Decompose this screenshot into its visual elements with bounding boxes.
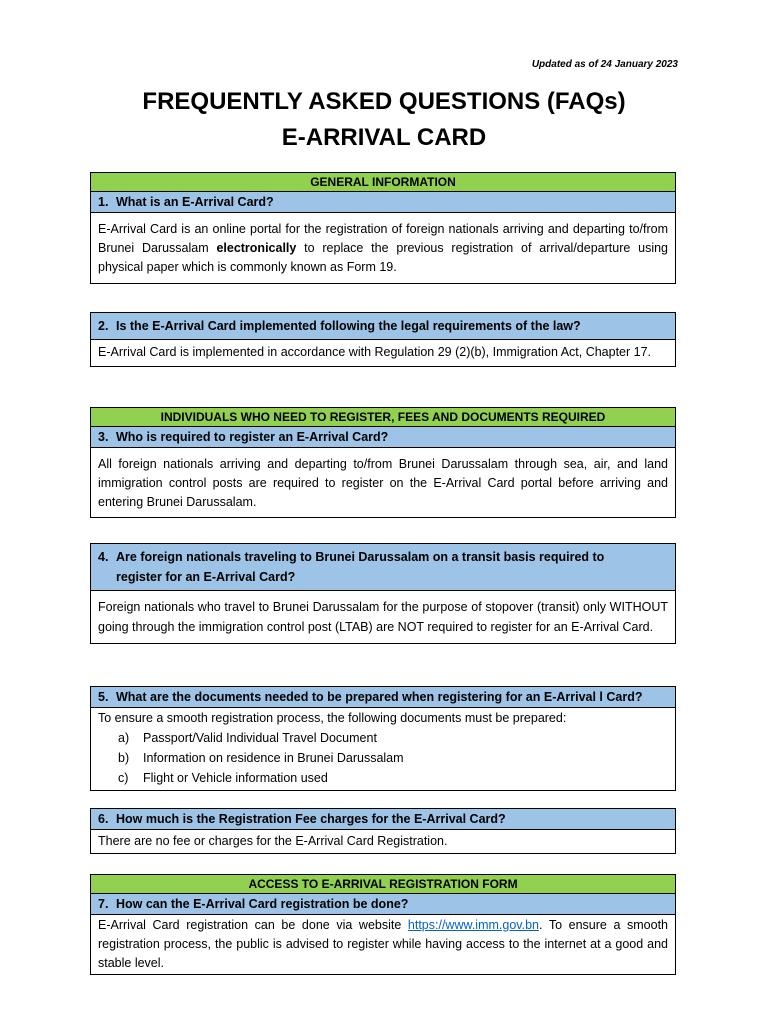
faq-number: 5. [98, 690, 109, 704]
faq-question-text: Are foreign nationals traveling to Brunei Darussalam on a transit basis required to [116, 550, 605, 564]
section-header-access: ACCESS TO E-ARRIVAL REGISTRATION FORM [91, 875, 675, 894]
faq-block-1 [90, 172, 676, 284]
answer-intro: To ensure a smooth registration process, the following documents must be prepared: [98, 711, 567, 725]
faq-answer-7 [91, 915, 675, 974]
faq-block-7 [90, 874, 676, 975]
faq-answer-1 [91, 213, 675, 283]
section-header-individuals: INDIVIDUALS WHO NEED TO REGISTER, FEES AND DOCUMENTS REQUIRED [91, 408, 675, 427]
faq-answer-5 [91, 708, 675, 790]
faq-number: 3. [98, 430, 109, 444]
faq-question-7 [91, 894, 675, 915]
list-letter: b) [118, 751, 130, 765]
faq-number: 4. [98, 550, 109, 564]
faq-question-text: Who is required to register an E-Arrival Card? [116, 430, 389, 444]
list-letter: c) [118, 771, 129, 785]
page-title: FREQUENTLY ASKED QUESTIONS (FAQs) [142, 88, 626, 115]
answer-text: to replace the previous registration of arrival/departure using physical paper which is commonly known as Form 19. [98, 241, 668, 274]
faq-question-4 [91, 544, 675, 591]
website-link[interactable]: https://www.imm.gov.bn [407, 918, 539, 932]
faq-number: 2. [98, 319, 109, 333]
faq-question-text: How much is the Registration Fee charges for the E-Arrival Card? [116, 812, 506, 826]
faq-question-1 [91, 192, 675, 213]
faq-block-4 [90, 543, 676, 644]
faq-block-6 [90, 808, 676, 854]
faq-question-line [98, 547, 668, 567]
answer-text: . To ensure a smooth registration process, the public is advised to register while having access to the internet at a good and stable level. [98, 918, 668, 970]
list-item [118, 768, 668, 788]
list-item [118, 748, 668, 768]
faq-answer-6: There are no fee or charges for the E-Arrival Card Registration. [98, 834, 448, 848]
faq-answer-4: Foreign nationals who travel to Brunei Darussalam for the purpose of stopover (transit) only WITHOUT going through the immigration control post (LTAB) are NOT required to register for an E-Arrival Card. [98, 600, 668, 634]
faq-question-text: How can the E-Arrival Card registration be done? [116, 897, 409, 911]
faq-block-3 [90, 407, 676, 518]
faq-question-2 [91, 313, 675, 340]
page-subtitle: E-ARRIVAL CARD [281, 124, 487, 151]
answer-text: E-Arrival Card is an online portal for the registration of foreign nationals arriving and departing to/from Brunei Darussalam [98, 222, 668, 255]
document-list [98, 728, 668, 788]
updated-date: Updated as of 24 January 2023 [531, 59, 678, 70]
faq-question-text: Is the E-Arrival Card implemented following the legal requirements of the law? [116, 319, 581, 333]
faq-question-3 [91, 427, 675, 448]
faq-block-2 [90, 312, 676, 367]
section-header-general: GENERAL INFORMATION [91, 173, 675, 192]
faq-answer-2: E-Arrival Card is implemented in accordance with Regulation 29 (2)(b), Immigration Act, Chapter 17. [98, 345, 652, 359]
faq-number: 6. [98, 812, 109, 826]
answer-text: E-Arrival Card registration can be done via website [98, 918, 408, 932]
faq-number: 7. [98, 897, 109, 911]
faq-question-text-cont: register for an E-Arrival Card? [116, 570, 296, 584]
list-letter: a) [118, 731, 130, 745]
list-item-text: Flight or Vehicle information used [143, 771, 328, 785]
answer-emphasis: electronically [216, 241, 297, 255]
faq-answer-3: All foreign nationals arriving and departing to/from Brunei Darussalam through sea, air, and land immigration control posts are required to register on the E-Arrival Card portal before arriving and entering Brunei Darussalam. [98, 457, 668, 509]
list-item-text: Information on residence in Brunei Darussalam [143, 751, 404, 765]
faq-question-6 [91, 809, 675, 830]
faq-question-5 [91, 687, 675, 708]
faq-number: 1. [98, 195, 109, 209]
faq-block-5 [90, 686, 676, 791]
faq-question-text: What are the documents needed to be prepared when registering for an E-Arrival l Card? [116, 690, 643, 704]
list-item-text: Passport/Valid Individual Travel Document [143, 731, 377, 745]
list-item [118, 728, 668, 748]
faq-question-text: What is an E-Arrival Card? [116, 195, 274, 209]
